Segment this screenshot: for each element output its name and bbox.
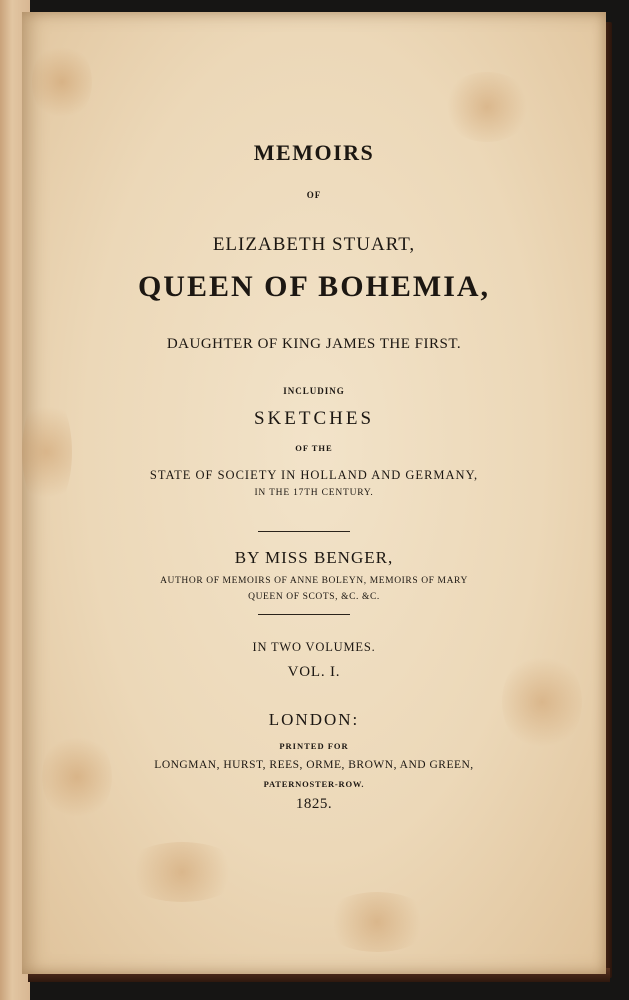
subtitle-including: INCLUDING [283,386,345,396]
subtitle-state-of-society: STATE OF SOCIETY IN HOLLAND AND GERMANY, [149,468,479,482]
volume-number: VOL. I. [287,664,341,680]
divider-rule [258,531,350,532]
title-elizabeth-stuart: ELIZABETH STUART, [212,234,416,255]
foxing-stain [322,892,432,952]
subtitle-sketches: SKETCHES [253,408,375,429]
imprint-place: LONDON: [268,710,360,729]
author-note-line1: AUTHOR OF MEMOIRS OF ANNE BOLEYN, MEMOIRS OF MARY [160,576,468,586]
foxing-stain [32,42,92,122]
imprint-printed-for: PRINTED FOR [279,741,349,751]
imprint-address: PATERNOSTER-ROW. [263,779,365,789]
subtitle-daughter: DAUGHTER OF KING JAMES THE FIRST. [166,336,462,352]
title-queen-of-bohemia: QUEEN OF BOHEMIA, [137,270,491,303]
foxing-stain [122,842,242,902]
foxing-stain [442,72,532,142]
imprint-year: 1825. [295,796,333,812]
author-note-line2: QUEEN OF SCOTS, &C. &C. [248,592,380,602]
volumes-line: IN TWO VOLUMES. [252,640,376,654]
author-line: BY MISS BENGER, [234,548,394,567]
title-memoirs: MEMOIRS [253,140,375,165]
subtitle-17th-century: IN THE 17TH CENTURY. [254,488,374,498]
divider-rule [258,614,350,615]
title-of: OF [306,190,322,200]
imprint-publishers: LONGMAN, HURST, REES, ORME, BROWN, AND GREEN, [154,759,474,771]
subtitle-of-the: OF THE [295,443,333,453]
